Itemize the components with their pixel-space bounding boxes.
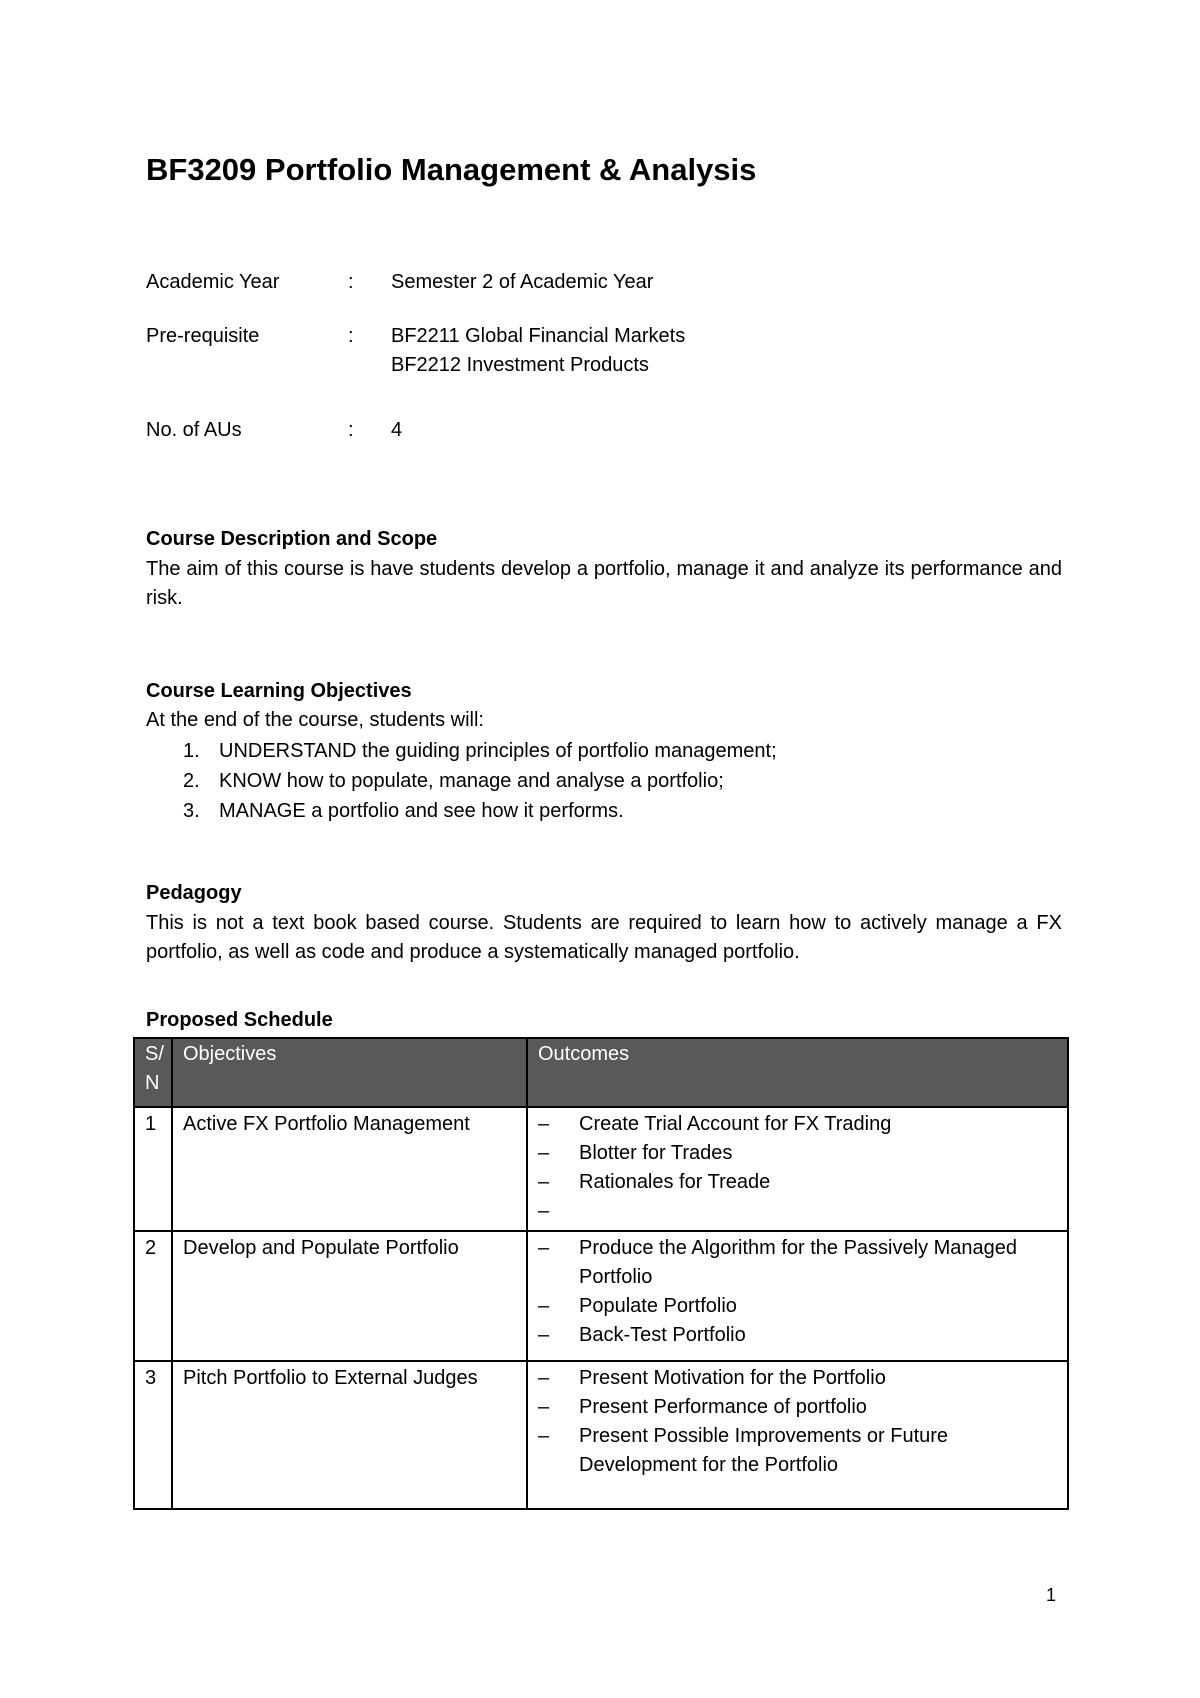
cell-sn: 2 — [134, 1231, 172, 1361]
dash-bullet: – — [538, 1113, 550, 1135]
table-header-row — [134, 1038, 1068, 1107]
cell-objective: Active FX Portfolio Management — [172, 1107, 527, 1231]
schedule-table — [133, 1037, 1069, 1510]
dash-bullet: – — [538, 1324, 550, 1346]
outcome-item — [538, 1197, 1059, 1226]
outcome-item — [538, 1364, 1059, 1393]
cell-outcomes — [527, 1107, 1068, 1231]
outcomes-list — [538, 1110, 1059, 1226]
outcome-item — [538, 1234, 1059, 1292]
meta-value-line: Semester 2 of Academic Year — [391, 271, 654, 293]
objectives-list — [146, 736, 777, 826]
cell-sn: 3 — [134, 1361, 172, 1509]
page-number: 1 — [1046, 1585, 1057, 1605]
outcome-text: Create Trial Account for FX Trading — [579, 1113, 892, 1135]
outcome-text: Back-Test Portfolio — [579, 1324, 746, 1346]
list-item — [146, 796, 777, 826]
list-item-text: MANAGE a portfolio and see how it performs. — [219, 800, 624, 822]
outcome-text: Blotter for Trades — [579, 1142, 733, 1164]
list-item-text: KNOW how to populate, manage and analyse a portfolio; — [219, 770, 724, 792]
column-header-outcomes: Outcomes — [527, 1038, 1068, 1107]
meta-value — [391, 322, 685, 380]
outcome-text: Produce the Algorithm for the Passively Managed Portfolio — [579, 1237, 1018, 1288]
document-title: BF3209 Portfolio Management & Analysis — [146, 152, 757, 187]
list-number: 2. — [183, 770, 200, 792]
meta-separator: : — [348, 419, 354, 441]
outcome-item — [538, 1321, 1059, 1350]
column-header-sn: S/ N — [134, 1038, 172, 1107]
dash-bullet: – — [538, 1237, 550, 1259]
outcomes-list — [538, 1234, 1059, 1350]
section-heading-pedagogy: Pedagogy — [146, 882, 242, 904]
pedagogy-paragraph: This is not a text book based course. Students are required to learn how to actively manage a FX portfolio, as well as code and produce a systematically managed portfolio. — [146, 912, 1062, 963]
outcome-text: Present Possible Improvements or Future Development for the Portfolio — [579, 1425, 949, 1476]
outcome-item — [538, 1168, 1059, 1197]
outcome-item — [538, 1139, 1059, 1168]
meta-separator: : — [348, 271, 354, 293]
section-heading-schedule: Proposed Schedule — [146, 1009, 333, 1031]
table-row — [134, 1231, 1068, 1361]
section-heading-description: Course Description and Scope — [146, 528, 438, 550]
cell-outcomes — [527, 1231, 1068, 1361]
outcome-item — [538, 1292, 1059, 1321]
outcome-text: Present Performance of portfolio — [579, 1396, 867, 1418]
cell-sn: 1 — [134, 1107, 172, 1231]
section-heading-objectives: Course Learning Objectives — [146, 680, 412, 702]
dash-bullet: – — [538, 1171, 550, 1193]
outcome-item — [538, 1393, 1059, 1422]
meta-label: Academic Year — [146, 271, 280, 293]
meta-label: Pre-requisite — [146, 325, 260, 347]
list-number: 1. — [183, 740, 200, 762]
description-paragraph: The aim of this course is have students develop a portfolio, manage it and analyze its performance and risk. — [146, 558, 1062, 609]
list-number: 3. — [183, 800, 200, 822]
meta-value — [391, 268, 653, 297]
meta-value-line: BF2212 Investment Products — [391, 354, 649, 376]
list-item — [146, 766, 777, 796]
outcome-text: Rationales for Treade — [579, 1171, 771, 1193]
table-row — [134, 1361, 1068, 1509]
outcome-text: Populate Portfolio — [579, 1295, 737, 1317]
outcomes-list — [538, 1364, 1059, 1480]
dash-bullet: – — [538, 1396, 550, 1418]
cell-outcomes — [527, 1361, 1068, 1509]
meta-label: No. of AUs — [146, 419, 242, 441]
objectives-intro: At the end of the course, students will: — [146, 709, 484, 731]
dash-bullet: – — [538, 1367, 550, 1389]
list-item-text: UNDERSTAND the guiding principles of portfolio management; — [219, 740, 777, 762]
meta-value — [391, 416, 402, 445]
cell-objective: Develop and Populate Portfolio — [172, 1231, 527, 1361]
dash-bullet: – — [538, 1295, 550, 1317]
table-row — [134, 1107, 1068, 1231]
dash-bullet: – — [538, 1425, 550, 1447]
dash-bullet: – — [538, 1142, 550, 1164]
outcome-text: Present Motivation for the Portfolio — [579, 1367, 886, 1389]
meta-value-line: 4 — [391, 419, 403, 441]
meta-value-line: BF2211 Global Financial Markets — [391, 325, 686, 347]
meta-separator: : — [348, 325, 354, 347]
dash-bullet: – — [538, 1200, 550, 1222]
outcome-item — [538, 1422, 1059, 1480]
outcome-item — [538, 1110, 1059, 1139]
cell-objective: Pitch Portfolio to External Judges — [172, 1361, 527, 1509]
list-item — [146, 736, 777, 766]
column-header-objectives: Objectives — [172, 1038, 527, 1107]
